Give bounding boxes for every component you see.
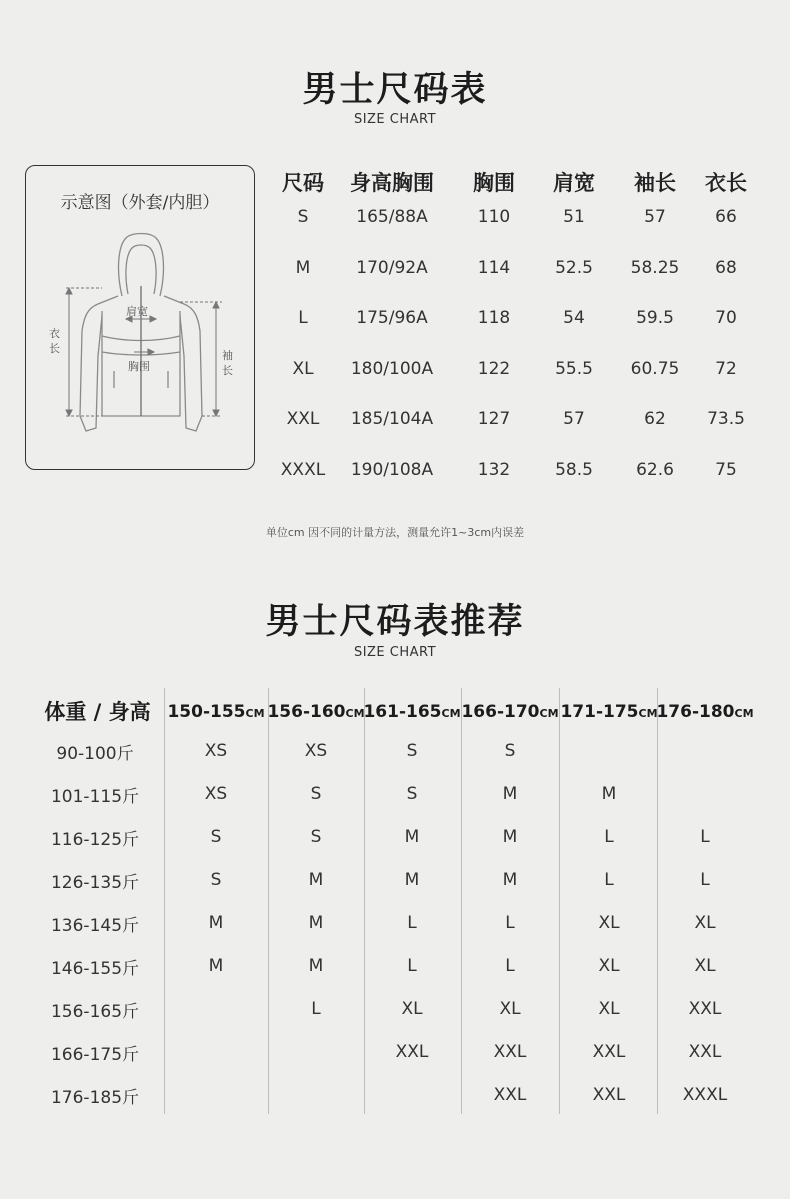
height-unit: CM (345, 707, 365, 720)
size-table-header: 衣长 (705, 171, 747, 195)
recommended-size-cell: XXL (688, 999, 722, 1019)
size-table-cell: 185/104A (350, 409, 434, 429)
weight-label: 156-165斤 (50, 1002, 140, 1022)
size-table-cell: 58.25 (630, 257, 680, 278)
recommended-size-cell: M (208, 913, 224, 933)
size-table-cell: 52.5 (555, 257, 593, 278)
recommended-size-cell: L (604, 870, 614, 890)
size-table-cell: XXL (286, 409, 320, 429)
size-table-cell: 62 (644, 409, 666, 429)
size-chart-subtitle: SIZE CHART (353, 112, 437, 127)
recommended-size-cell: L (505, 913, 515, 933)
height-header (362, 702, 462, 722)
recommended-size-cell: M (502, 784, 518, 804)
size-table-cell: 170/92A (356, 257, 428, 278)
column-divider (164, 688, 165, 1114)
height-range: 166-170 (461, 702, 540, 722)
size-table-cell: 60.75 (630, 358, 680, 379)
garment-diagram (25, 165, 255, 470)
height-range: 161-165 (363, 702, 442, 722)
recommended-size-cell: XL (401, 999, 423, 1019)
size-table-header: 袖长 (634, 171, 676, 195)
recommended-size-cell: XS (204, 784, 228, 804)
size-table-cell: 51 (563, 207, 585, 227)
measurement-note: 单位cm 因不同的计量方法，测量允许1~3cm内误差 (265, 526, 525, 539)
column-divider (268, 688, 269, 1114)
recommended-size-cell: XL (694, 913, 716, 933)
height-unit: CM (734, 707, 754, 720)
size-table-cell: 110 (477, 207, 511, 227)
recommended-size-cell: M (404, 827, 420, 847)
column-divider (657, 688, 658, 1114)
size-table-cell: 57 (644, 207, 666, 227)
size-table-header: 身高胸围 (350, 171, 434, 195)
diagram-caption: 示意图（外套/内胆） (60, 193, 220, 213)
recommended-size-cell: XL (598, 999, 620, 1019)
size-table-cell: 118 (477, 308, 511, 328)
weight-label: 166-175斤 (50, 1045, 140, 1065)
recommended-size-cell: XL (598, 956, 620, 976)
recommended-size-cell: XXL (592, 1085, 626, 1105)
recommended-size-cell: L (311, 999, 321, 1019)
size-table-cell: 62.6 (636, 459, 674, 480)
recommended-size-cell: L (407, 913, 417, 933)
size-table-cell: 73.5 (707, 409, 745, 429)
size-table-cell: 132 (477, 459, 511, 480)
recommended-size-cell: S (210, 827, 222, 847)
weight-label: 116-125斤 (50, 830, 140, 850)
label-length: 衣长 (49, 327, 60, 355)
recommended-size-cell: XXL (493, 1042, 527, 1062)
recommended-size-cell: XXL (688, 1042, 722, 1062)
size-table-cell: 55.5 (555, 358, 593, 379)
recommended-size-cell: S (406, 784, 418, 804)
size-recommendation-title: 男士尺码表推荐 (265, 602, 525, 642)
size-table-cell: 68 (715, 257, 737, 278)
height-header (655, 702, 755, 722)
recommended-size-cell: S (504, 741, 516, 761)
height-header (266, 702, 366, 722)
recommended-size-cell: M (404, 870, 420, 890)
recommended-size-cell: XXL (395, 1042, 429, 1062)
height-header (166, 702, 266, 722)
size-table-cell: 57 (563, 409, 585, 429)
recommended-size-cell: M (208, 956, 224, 976)
size-table-cell: 127 (477, 409, 511, 429)
recommended-size-cell: XS (304, 741, 328, 761)
recommended-size-cell: S (406, 741, 418, 761)
recommended-size-cell: XL (499, 999, 521, 1019)
height-unit: CM (245, 707, 265, 720)
recommended-size-cell: L (505, 956, 515, 976)
size-table-header: 尺码 (282, 171, 324, 195)
size-chart-title: 男士尺码表 (302, 70, 488, 110)
size-table-cell: 58.5 (555, 459, 593, 480)
recommended-size-cell: XL (694, 956, 716, 976)
recommended-size-cell: S (310, 827, 322, 847)
recommended-size-cell: XXL (493, 1085, 527, 1105)
size-table-cell: 75 (715, 459, 737, 480)
height-unit: CM (638, 707, 658, 720)
label-shoulder: 肩宽 (126, 305, 148, 318)
size-recommendation-subtitle: SIZE CHART (353, 645, 437, 660)
size-table-cell: XL (292, 358, 314, 379)
weight-label: 136-145斤 (50, 916, 140, 936)
recommended-size-cell: S (310, 784, 322, 804)
recommended-size-cell: L (700, 827, 710, 847)
label-chest: 胸围 (128, 360, 150, 373)
size-table-cell: 114 (477, 257, 511, 278)
column-divider (364, 688, 365, 1114)
recommended-size-cell: XL (598, 913, 620, 933)
recommended-size-cell: M (308, 913, 324, 933)
recommended-size-cell: L (604, 827, 614, 847)
recommended-size-cell: M (502, 827, 518, 847)
recommended-size-cell: L (700, 870, 710, 890)
size-table-cell: M (295, 257, 311, 278)
weight-label: 146-155斤 (50, 959, 140, 979)
size-table-header: 胸围 (473, 171, 515, 195)
recommended-size-cell: M (502, 870, 518, 890)
height-range: 176-180 (656, 702, 735, 722)
size-table-cell: 70 (715, 308, 737, 328)
height-unit: CM (539, 707, 559, 720)
size-table-cell: 165/88A (356, 207, 428, 227)
weight-label: 126-135斤 (50, 873, 140, 893)
column-divider (559, 688, 560, 1114)
recommended-size-cell: M (601, 784, 617, 804)
size-table-cell: 59.5 (636, 308, 674, 328)
weight-label: 176-185斤 (50, 1088, 140, 1108)
label-sleeve: 袖长 (222, 349, 233, 377)
size-table-header: 肩宽 (553, 171, 595, 195)
height-unit: CM (441, 707, 461, 720)
height-range: 150-155 (167, 702, 246, 722)
size-table-cell: 175/96A (356, 308, 428, 328)
size-table-cell: 66 (715, 207, 737, 227)
size-table-cell: 190/108A (350, 459, 434, 480)
corner-header: 体重 / 身高 (44, 700, 151, 724)
size-table-cell: 122 (477, 358, 511, 379)
recommended-size-cell: M (308, 870, 324, 890)
height-header (460, 702, 560, 722)
recommended-size-cell: XXL (592, 1042, 626, 1062)
size-table-cell: XXXL (280, 459, 326, 480)
weight-label: 90-100斤 (56, 744, 134, 764)
size-table-cell: L (298, 308, 308, 328)
recommended-size-cell: XXXL (682, 1085, 728, 1105)
height-header (559, 702, 659, 722)
column-divider (461, 688, 462, 1114)
size-table-cell: 180/100A (350, 358, 434, 379)
height-range: 156-160 (267, 702, 346, 722)
weight-label: 101-115斤 (50, 787, 140, 807)
recommended-size-cell: XS (204, 741, 228, 761)
size-table-cell: S (297, 207, 309, 227)
recommended-size-cell: L (407, 956, 417, 976)
size-table-cell: 54 (563, 308, 585, 328)
height-range: 171-175 (560, 702, 639, 722)
recommended-size-cell: M (308, 956, 324, 976)
recommended-size-cell: S (210, 870, 222, 890)
size-table-cell: 72 (715, 358, 737, 379)
